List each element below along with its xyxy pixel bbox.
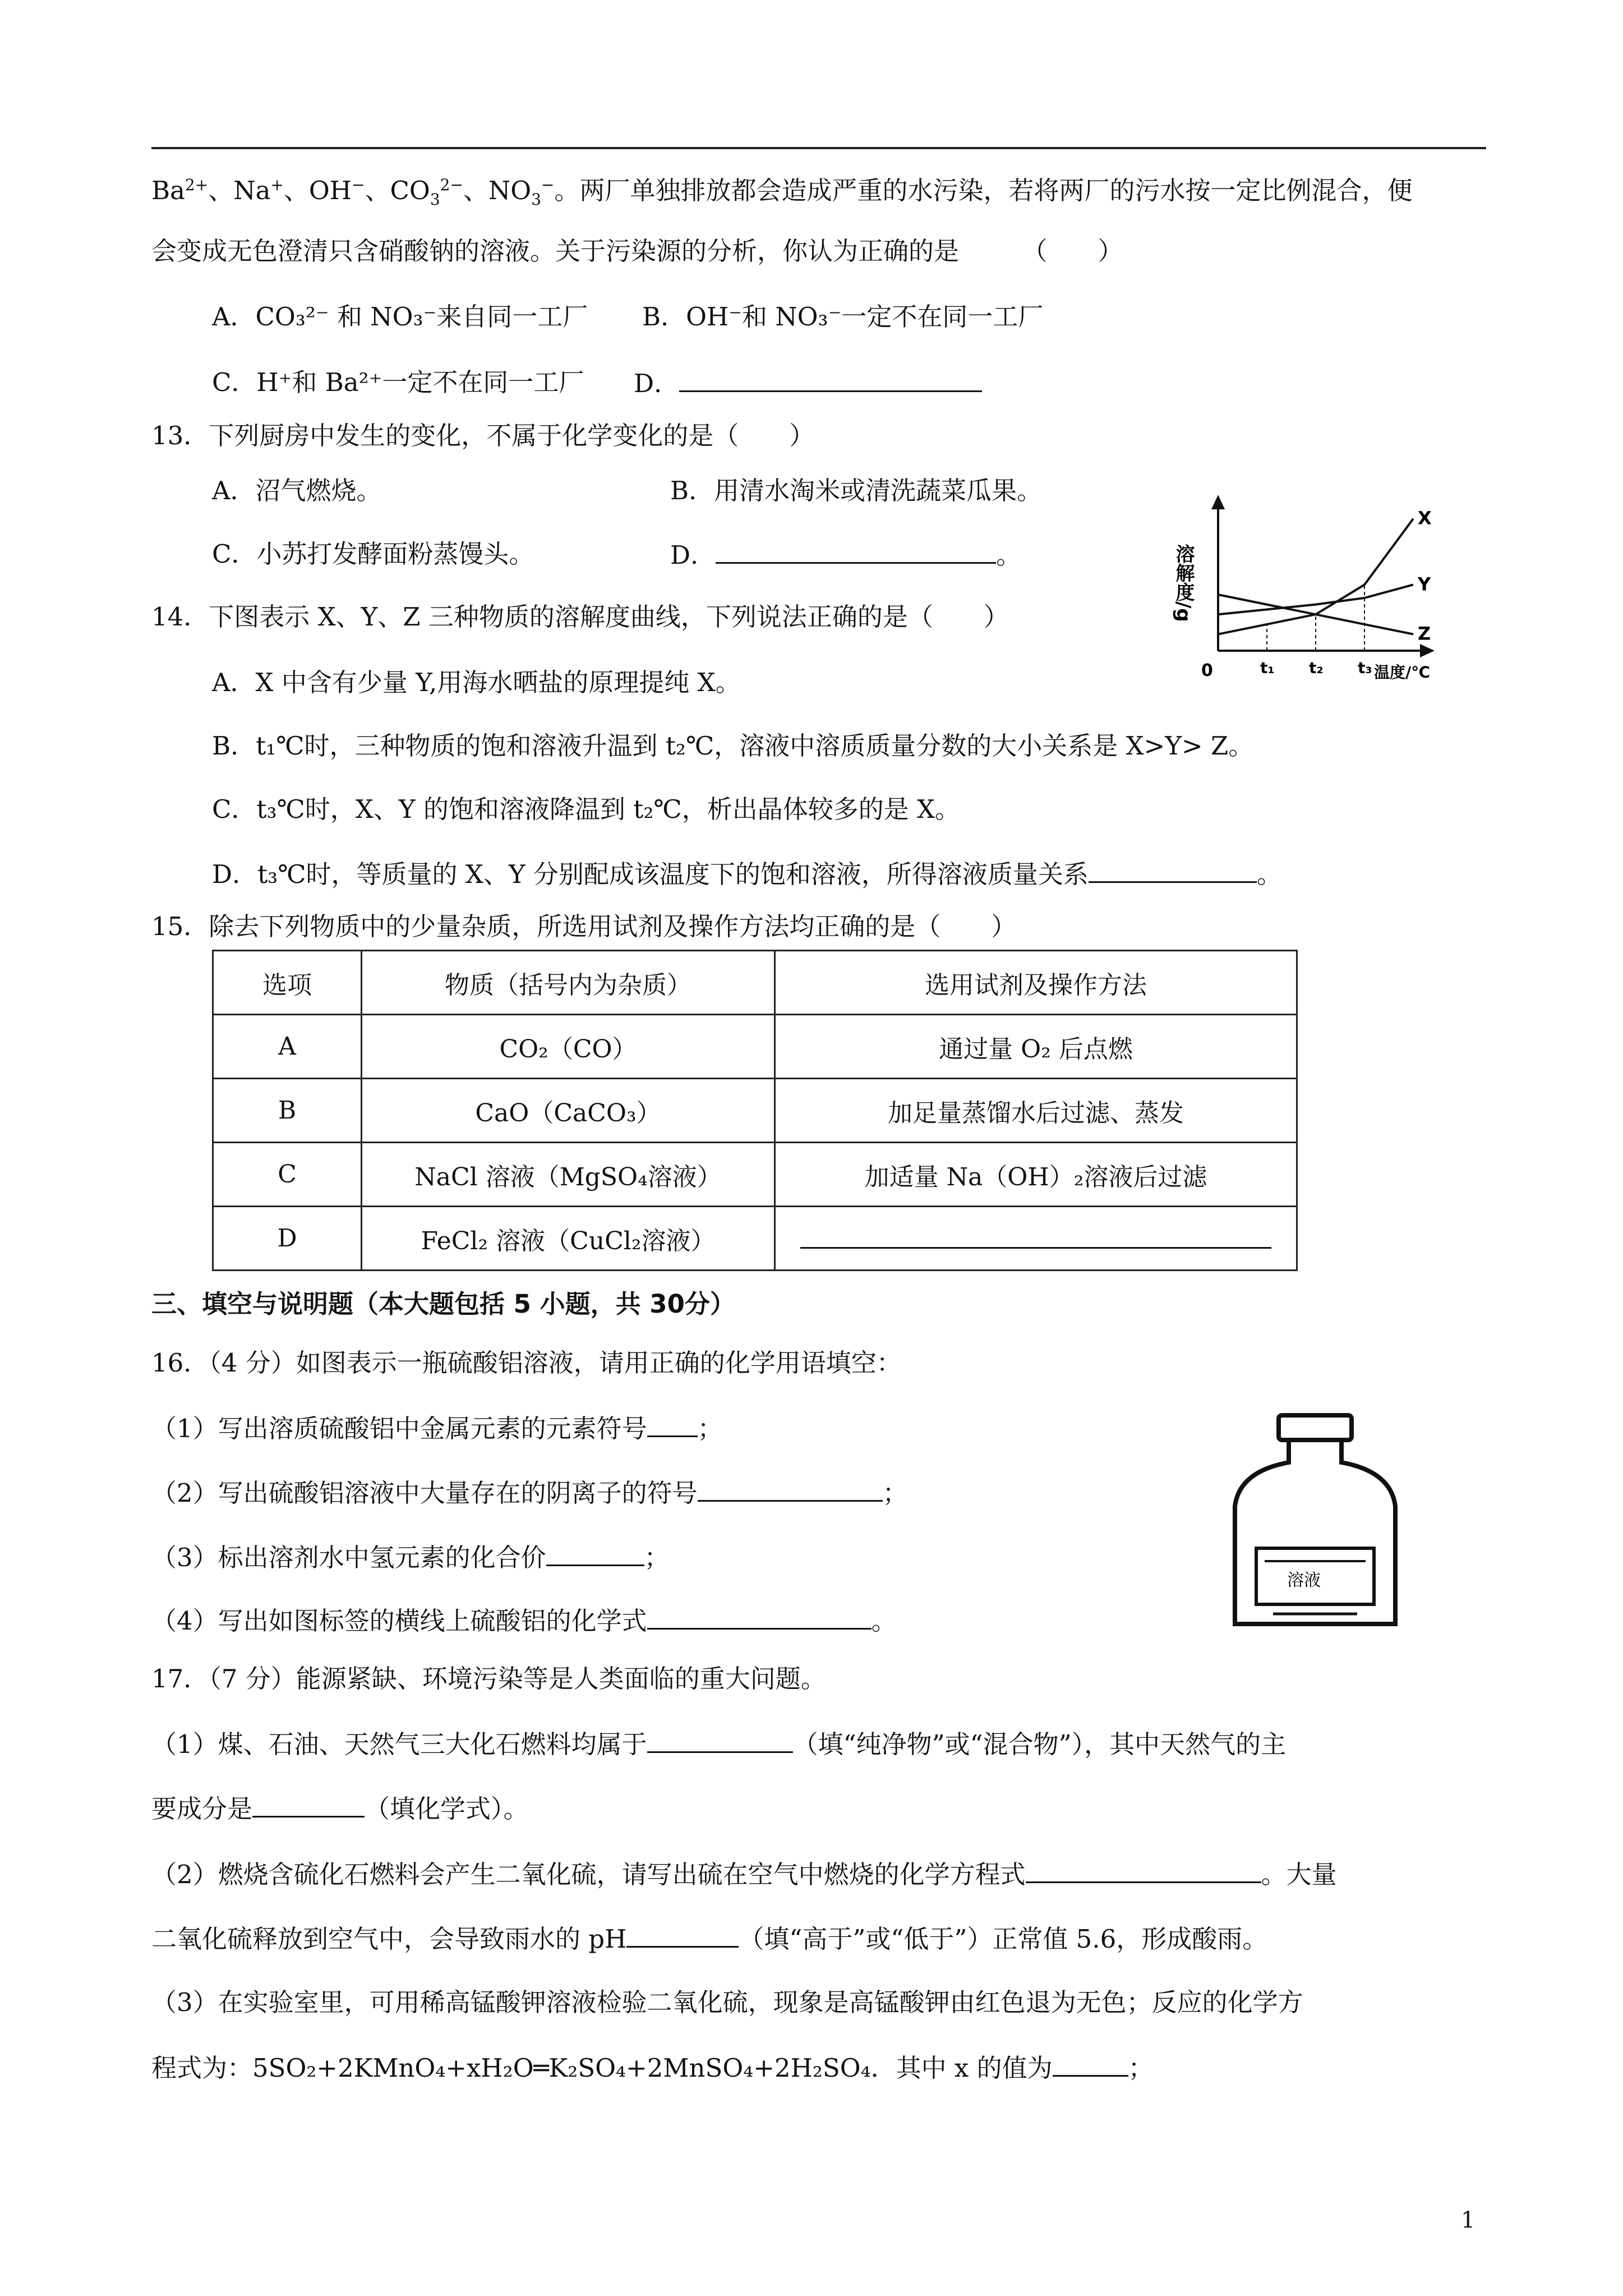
q16-part-1[interactable]: （1）写出溶质硫酸铝中金属元素的元素符号 ；: [151, 1411, 723, 1446]
q17-part-3-cont[interactable]: 程式为：5SO₂+2KMnO₄+xH₂O═K₂SO₄+2MnSO₄+2H₂SO₄．其中 x 的值为 ；: [151, 2050, 1154, 2085]
bottle-label-text: 溶液: [1287, 1571, 1321, 1590]
table-row: [213, 1079, 1297, 1143]
x-tick-label: t₁: [1260, 659, 1275, 677]
solubility-chart: [1172, 482, 1441, 696]
table-cell: D: [213, 1207, 362, 1271]
intro-option-a: A．CO₃²⁻ 和 NO₃⁻来自同一工厂: [212, 302, 588, 332]
x-tick-label: t₂: [1309, 659, 1324, 677]
q16-part-2[interactable]: （2）写出硫酸铝溶液中大量存在的阴离子的符号 ；: [151, 1475, 908, 1510]
q13-option-a: A．沼气燃烧。: [212, 476, 382, 505]
intro-line-1: $Ba^{2+}$、Na+、OH−、$CO_3^{2-}$、$NO_3^-$。两厂单独排放都会造成严重的水污染，若将两厂的污水按一定比例混合，便: [151, 176, 1413, 209]
table-cell: CaO（CaCO₃）: [362, 1079, 775, 1143]
table-header-cell: 选项: [213, 951, 362, 1015]
table-cell: C: [213, 1143, 362, 1207]
q14-option-b: B．t₁℃时，三种物质的饱和溶液升温到 t₂℃，溶液中溶质质量分数的大小关系是 X>Y> Z。: [212, 731, 1254, 761]
q17-part-1-cont[interactable]: 要成分是 （填化学式）。: [151, 1791, 529, 1826]
table-cell: 通过量 O₂ 后点燃: [775, 1015, 1297, 1079]
table-cell: 加足量蒸馏水后过滤、蒸发: [775, 1079, 1297, 1143]
x-axis-label: 温度/℃: [1374, 663, 1431, 682]
q16-part-4[interactable]: （4）写出如图标签的横线上硫酸铝的化学式 。: [151, 1603, 897, 1638]
q13-option-d[interactable]: D． 。: [670, 537, 1021, 572]
intro-line-2: 会变成无色澄清只含硝酸钠的溶液。关于污染源的分析，你认为正确的是 （ ）: [151, 236, 1123, 266]
q14-stem: 14．下图表示 X、Y、Z 三种物质的溶解度曲线，下列说法正确的是（ ）: [151, 602, 1009, 632]
q17-part-2[interactable]: （2）燃烧含硫化石燃料会产生二氧化硫，请写出硫在空气中燃烧的化学方程式 。大量: [151, 1857, 1337, 1892]
series-label-z: Z: [1418, 623, 1431, 645]
table-header-row: [213, 951, 1297, 1015]
series-label-x: X: [1418, 507, 1432, 529]
table-header-cell: 选用试剂及操作方法: [775, 951, 1297, 1015]
table-cell: NaCl 溶液（MgSO₄溶液）: [362, 1143, 775, 1207]
table-cell: 加适量 Na（OH）₂溶液后过滤: [775, 1143, 1297, 1207]
intro-option-c: C．H⁺和 Ba²⁺一定不在同一工厂: [212, 367, 584, 397]
q16-stem: 16．（4 分）如图表示一瓶硫酸铝溶液，请用正确的化学用语填空：: [151, 1348, 902, 1378]
table-cell: B: [213, 1079, 362, 1143]
q14-option-d[interactable]: D．t₃℃时，等质量的 X、Y 分别配成该温度下的饱和溶液，所得溶液质量关系 。: [212, 857, 1282, 891]
q15-stem: 15．除去下列物质中的少量杂质，所选用试剂及操作方法均正确的是（ ）: [151, 912, 1017, 941]
x-tick-label: t₃: [1358, 659, 1372, 677]
table-header-cell: 物质（括号内为杂质）: [362, 951, 775, 1015]
q17-part-3: （3）在实验室里，可用稀高锰酸钾溶液检验二氧化硫，现象是高锰酸钾由红色退为无色；反应的化学方: [151, 1987, 1303, 2017]
x-axis-arrow-icon: [1420, 644, 1435, 657]
intro-option-d[interactable]: D．: [634, 366, 982, 401]
y-axis-label: 溶解度/g: [1172, 544, 1195, 622]
q16-part-3[interactable]: （3）标出溶剂水中氢元素的化合价 ；: [151, 1540, 670, 1575]
q14-option-c: C．t₃℃时，X、Y 的饱和溶液降温到 t₂℃，析出晶体较多的是 X。: [212, 794, 961, 824]
q13-stem: 13．下列厨房中发生的变化，不属于化学变化的是（ ）: [151, 421, 815, 450]
answer-blank-cell[interactable]: [775, 1207, 1297, 1271]
q15-table: [212, 950, 1298, 1271]
q13-option-b: B．用清水淘米或清洗蔬菜瓜果。: [670, 476, 1043, 505]
q17-part-2-cont[interactable]: 二氧化硫释放到空气中，会导致雨水的 pH （填“高于”或“低于”）正常值 5.6，形成酸雨。: [151, 1921, 1267, 1956]
section-3-title: 三、填空与说明题（本大题包括 5 小题，共 30分）: [151, 1289, 735, 1319]
q13-option-c: C．小苏打发酵面粉蒸馒头。: [212, 539, 534, 569]
intro-option-b: B．OH⁻和 NO₃⁻一定不在同一工厂: [642, 302, 1044, 332]
table-row: [213, 1207, 1297, 1271]
q17-part-1[interactable]: （1）煤、石油、天然气三大化石燃料均属于 （填“纯净物”或“混合物”），其中天然气的主: [151, 1727, 1286, 1761]
origin-label: 0: [1201, 661, 1213, 680]
q17-stem: 17．（7 分）能源紧缺、环境污染等是人类面临的重大问题。: [151, 1664, 826, 1694]
table-row: [213, 1143, 1297, 1207]
reagent-bottle-figure: [1223, 1411, 1408, 1635]
y-axis-arrow-icon: [1211, 495, 1225, 509]
table-cell: A: [213, 1015, 362, 1079]
table-cell: FeCl₂ 溶液（CuCl₂溶液）: [362, 1207, 775, 1271]
series-label-y: Y: [1418, 573, 1431, 595]
table-row: [213, 1015, 1297, 1079]
header-rule: [151, 147, 1486, 149]
table-cell: CO₂（CO）: [362, 1015, 775, 1079]
q14-option-a: A．X 中含有少量 Y,用海水晒盐的原理提纯 X。: [212, 668, 741, 697]
page-number: 1: [1461, 2207, 1476, 2233]
bottle-stopper: [1279, 1415, 1352, 1440]
